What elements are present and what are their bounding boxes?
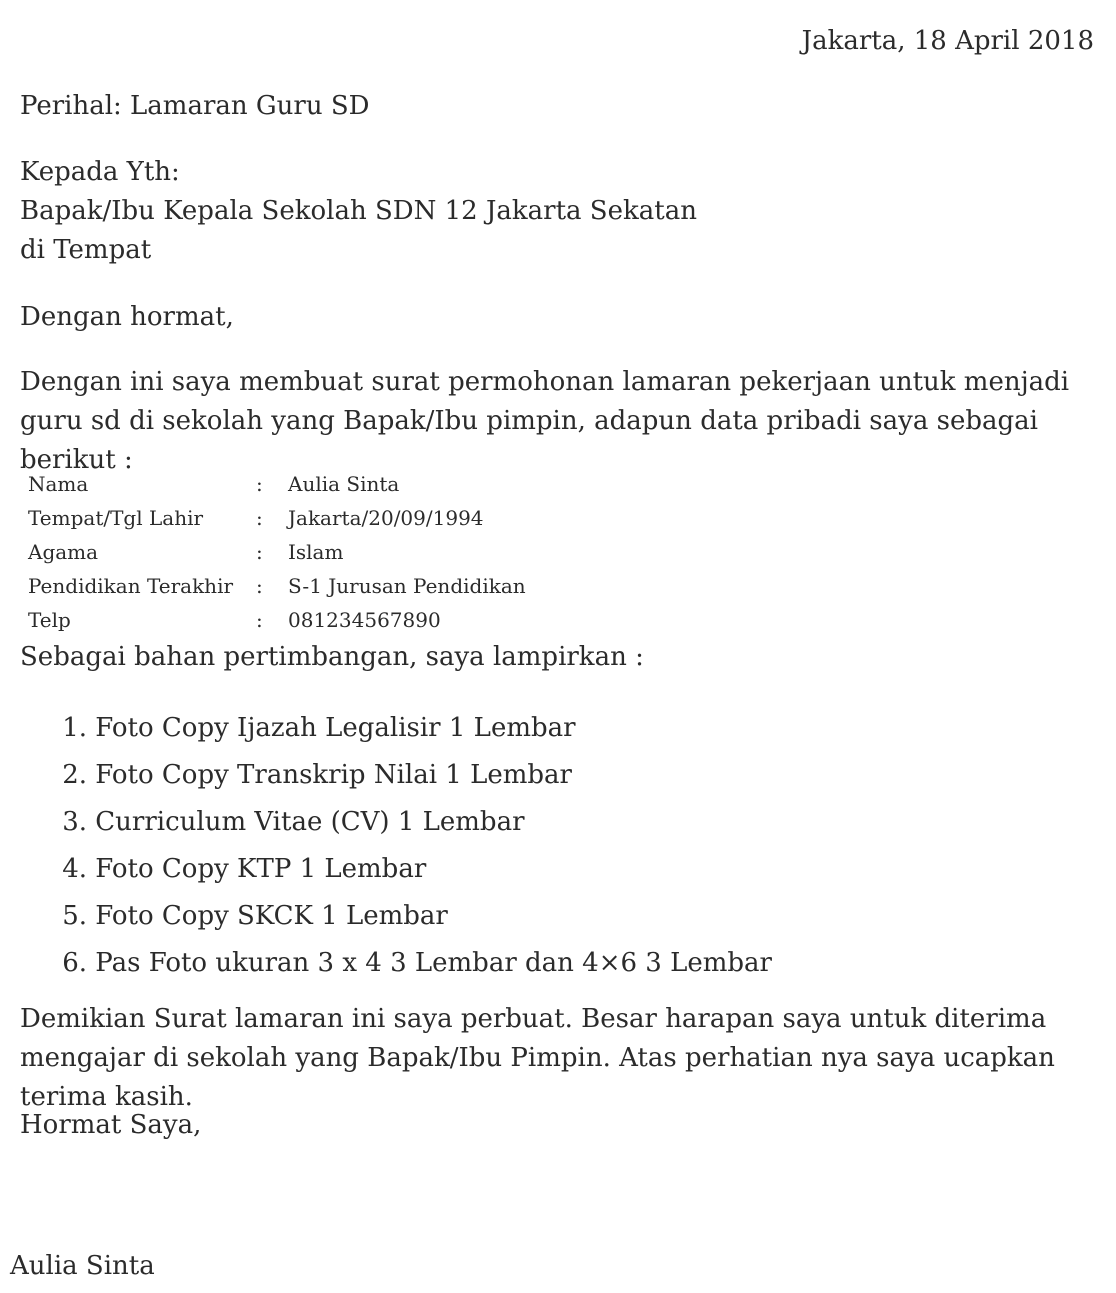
personal-data-label: Telp <box>28 608 71 632</box>
attachment-item <box>20 846 772 893</box>
personal-data-separator: : <box>256 608 263 632</box>
attachment-text: Foto Copy Transkrip Nilai 1 Lembar <box>95 760 572 790</box>
personal-data-label: Pendidikan Terakhir <box>28 574 234 598</box>
recipient-block <box>20 153 697 270</box>
attachment-item <box>20 940 772 987</box>
letter-date: Jakarta, 18 April 2018 <box>801 26 1094 56</box>
personal-data-value: 081234567890 <box>288 608 441 632</box>
personal-data-row <box>28 501 526 535</box>
attachment-text: Foto Copy SKCK 1 Lembar <box>95 901 448 931</box>
intro-paragraph: Dengan ini saya membuat surat permohonan lamaran pekerjaan untuk menjadi guru sd di sekolah yang Bapak/Ibu pimpin, adapun data pribadi saya sebagai berikut : <box>20 367 1070 475</box>
attachment-text: Pas Foto ukuran 3 x 4 3 Lembar dan 4×6 3 Lembar <box>95 948 772 978</box>
letter-subject: Perihal: Lamaran Guru SD <box>20 91 370 121</box>
personal-data-value: Aulia Sinta <box>288 472 400 496</box>
personal-data-row <box>28 603 526 637</box>
greeting: Dengan hormat, <box>20 302 234 332</box>
attachment-number: 4. <box>62 854 87 884</box>
attachment-text: Foto Copy KTP 1 Lembar <box>95 854 427 884</box>
attachments-list <box>20 705 772 987</box>
personal-data-label: Tempat/Tgl Lahir <box>28 506 204 530</box>
regards: Hormat Saya, <box>20 1110 202 1140</box>
personal-data-separator: : <box>256 472 263 496</box>
personal-data-separator: : <box>256 506 263 530</box>
attachment-item <box>20 893 772 940</box>
attachment-number: 3. <box>62 807 87 837</box>
personal-data-separator: : <box>256 540 263 564</box>
attachments-intro: Sebagai bahan pertimbangan, saya lampirkan : <box>20 642 644 672</box>
personal-data-row <box>28 467 526 501</box>
recipient-line-3: di Tempat <box>20 235 152 265</box>
recipient-line-1: Kepada Yth: <box>20 157 180 187</box>
attachment-number: 6. <box>62 948 87 978</box>
personal-data-label: Nama <box>28 472 89 496</box>
attachment-text: Foto Copy Ijazah Legalisir 1 Lembar <box>95 713 576 743</box>
recipient-line-2: Bapak/Ibu Kepala Sekolah SDN 12 Jakarta Sekatan <box>20 196 697 226</box>
closing-paragraph: Demikian Surat lamaran ini saya perbuat. Besar harapan saya untuk diterima mengajar di sekolah yang Bapak/Ibu Pimpin. Atas perhatian nya saya ucapkan terima kasih. <box>20 1004 1055 1112</box>
personal-data-row <box>28 569 526 603</box>
attachment-item <box>20 799 772 846</box>
personal-data-separator: : <box>256 574 263 598</box>
attachment-number: 1. <box>62 713 87 743</box>
attachment-number: 2. <box>62 760 87 790</box>
attachment-text: Curriculum Vitae (CV) 1 Lembar <box>95 807 525 837</box>
personal-data-row <box>28 535 526 569</box>
personal-data-value: Islam <box>288 540 344 564</box>
personal-data-table <box>28 467 526 637</box>
attachment-item <box>20 752 772 799</box>
signature-name: Aulia Sinta <box>10 1251 155 1281</box>
attachment-item <box>20 705 772 752</box>
attachment-number: 5. <box>62 901 87 931</box>
personal-data-label: Agama <box>28 540 99 564</box>
personal-data-value: S-1 Jurusan Pendidikan <box>288 574 526 598</box>
personal-data-value: Jakarta/20/09/1994 <box>288 506 484 530</box>
